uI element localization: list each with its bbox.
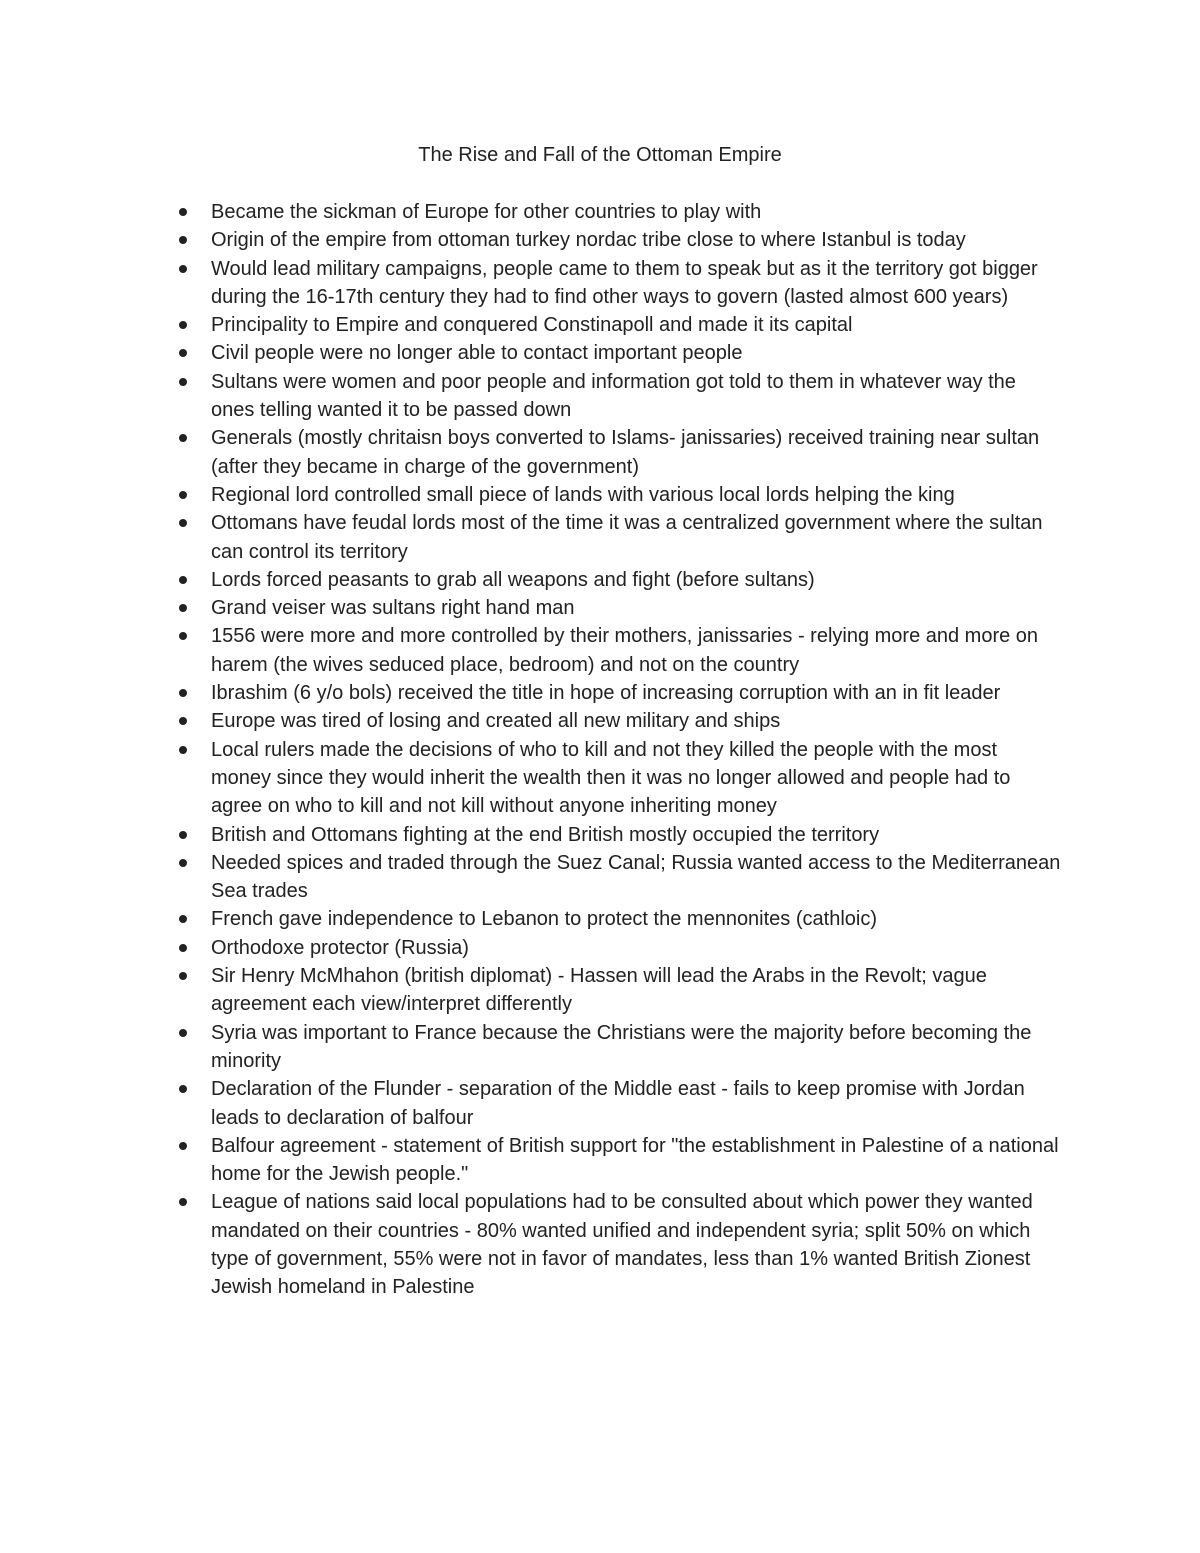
- bullet-dot-icon: [179, 972, 187, 980]
- bullet-item: [211, 424, 1061, 481]
- bullet-dot-icon: [179, 1085, 187, 1093]
- bullet-item: [211, 226, 1061, 254]
- bullet-dot-icon: [179, 236, 187, 244]
- bullet-dot-icon: [179, 1198, 187, 1206]
- bullet-text: Local rulers made the decisions of who to kill and not they killed the people with the most money since they would inherit the wealth then it was no longer allowed and people had to agree on who to kill and not kill without anyone inheriting money: [211, 738, 1011, 818]
- bullet-item: [211, 707, 1061, 735]
- bullet-item: [211, 368, 1061, 425]
- bullet-dot-icon: [179, 717, 187, 725]
- bullet-dot-icon: [179, 378, 187, 386]
- bullet-text: League of nations said local populations had to be consulted about which power they wanted mandated on their countries - 80% wanted unified and independent syria; split 50% on which type of government, 55% were not in favor of mandates, less than 1% wanted British Zionest Jewish homeland in Palestine: [211, 1191, 1033, 1299]
- bullet-item: [211, 566, 1061, 594]
- bullet-item: [211, 311, 1061, 339]
- bullet-item: [211, 594, 1061, 622]
- bullet-text: Civil people were no longer able to contact important people: [211, 342, 743, 365]
- bullet-item: [211, 481, 1061, 509]
- bullet-text: Origin of the empire from ottoman turkey nordac tribe close to where Istanbul is today: [211, 229, 966, 252]
- bullet-item: [211, 905, 1061, 933]
- bullet-text: Syria was important to France because the Christians were the majority before becoming the minority: [211, 1021, 1032, 1072]
- bullet-dot-icon: [179, 746, 187, 754]
- bullet-dot-icon: [179, 519, 187, 527]
- bullet-text: Became the sickman of Europe for other countries to play with: [211, 201, 762, 223]
- bullet-text: Generals (mostly chritaisn boys converted to Islams- janissaries) received training near sultan (after they became in charge of the government): [211, 427, 1040, 478]
- bullet-dot-icon: [179, 915, 187, 923]
- bullet-item: [211, 339, 1061, 367]
- bullet-dot-icon: [179, 632, 187, 640]
- document-title: The Rise and Fall of the Ottoman Empire: [418, 144, 782, 166]
- bullet-text: Grand veiser was sultans right hand man: [211, 597, 575, 620]
- bullet-text: Would lead military campaigns, people came to them to speak but as it the territory got bigger during the 16-17th century they had to find other ways to govern (lasted almost 600 years): [211, 257, 1038, 308]
- bullet-item: [211, 821, 1061, 849]
- bullet-dot-icon: [179, 831, 187, 839]
- bullet-dot-icon: [179, 208, 187, 216]
- bullet-item: [211, 934, 1061, 962]
- bullet-dot-icon: [179, 576, 187, 584]
- bullet-item: [211, 255, 1061, 312]
- bullet-text: Balfour agreement - statement of British support for "the establishment in Palestine of a national home for the Jewish people.": [211, 1134, 1059, 1186]
- bullet-item: [211, 1075, 1061, 1132]
- bullet-item: [211, 962, 1061, 1019]
- bullet-dot-icon: [179, 604, 187, 612]
- bullet-item: [211, 198, 1061, 226]
- bullet-dot-icon: [179, 859, 187, 867]
- bullet-item: [211, 1019, 1061, 1076]
- bullet-item: [211, 736, 1061, 821]
- bullet-text: Declaration of the Flunder - separation of the Middle east - fails to keep promise with Jordan leads to declaration of balfour: [211, 1078, 1025, 1129]
- bullet-text: Regional lord controlled small piece of lands with various local lords helping the king: [211, 483, 955, 506]
- bullet-item: [211, 1132, 1061, 1189]
- bullet-text: Ibrashim (6 y/o bols) received the title in hope of increasing corruption with an in fit leader: [211, 682, 1001, 705]
- bullet-item: [211, 1188, 1061, 1301]
- bullet-text: Europe was tired of losing and created all new military and ships: [211, 710, 781, 733]
- bullet-text: Principality to Empire and conquered Constinapoll and made it its capital: [211, 314, 853, 337]
- bullet-dot-icon: [179, 1029, 187, 1037]
- bullet-item: [211, 622, 1061, 679]
- bullet-list: [211, 198, 1061, 1302]
- bullet-item: [211, 679, 1061, 707]
- bullet-item: [211, 509, 1061, 566]
- bullet-text: Orthodoxe protector (Russia): [211, 936, 469, 959]
- bullet-dot-icon: [179, 321, 187, 329]
- bullet-dot-icon: [179, 491, 187, 499]
- bullet-text: 1556 were more and more controlled by their mothers, janissaries - relying more and more on harem (the wives seduced place, bedroom) and not on the country: [211, 625, 1039, 676]
- bullet-text: Sir Henry McMhahon (british diplomat) - Hassen will lead the Arabs in the Revolt; vague agreement each view/interpret differently: [211, 965, 987, 1016]
- bullet-text: Lords forced peasants to grab all weapons and fight (before sultans): [211, 568, 815, 591]
- bullet-dot-icon: [179, 1142, 187, 1150]
- bullet-dot-icon: [179, 689, 187, 697]
- bullet-dot-icon: [179, 434, 187, 442]
- bullet-text: Sultans were women and poor people and information got told to them in whatever way the ones telling wanted it to be passed down: [211, 370, 1016, 422]
- bullet-text: British and Ottomans fighting at the end British mostly occupied the territory: [211, 823, 880, 846]
- bullet-dot-icon: [179, 944, 187, 952]
- bullet-text: French gave independence to Lebanon to protect the mennonites (cathloic): [211, 908, 877, 931]
- bullet-item: [211, 849, 1061, 906]
- bullet-dot-icon: [179, 349, 187, 357]
- bullet-dot-icon: [179, 265, 187, 273]
- bullet-text: Ottomans have feudal lords most of the time it was a centralized government where the sultan can control its territory: [211, 512, 1043, 563]
- bullet-text: Needed spices and traded through the Suez Canal; Russia wanted access to the Mediterranean Sea trades: [211, 851, 1061, 903]
